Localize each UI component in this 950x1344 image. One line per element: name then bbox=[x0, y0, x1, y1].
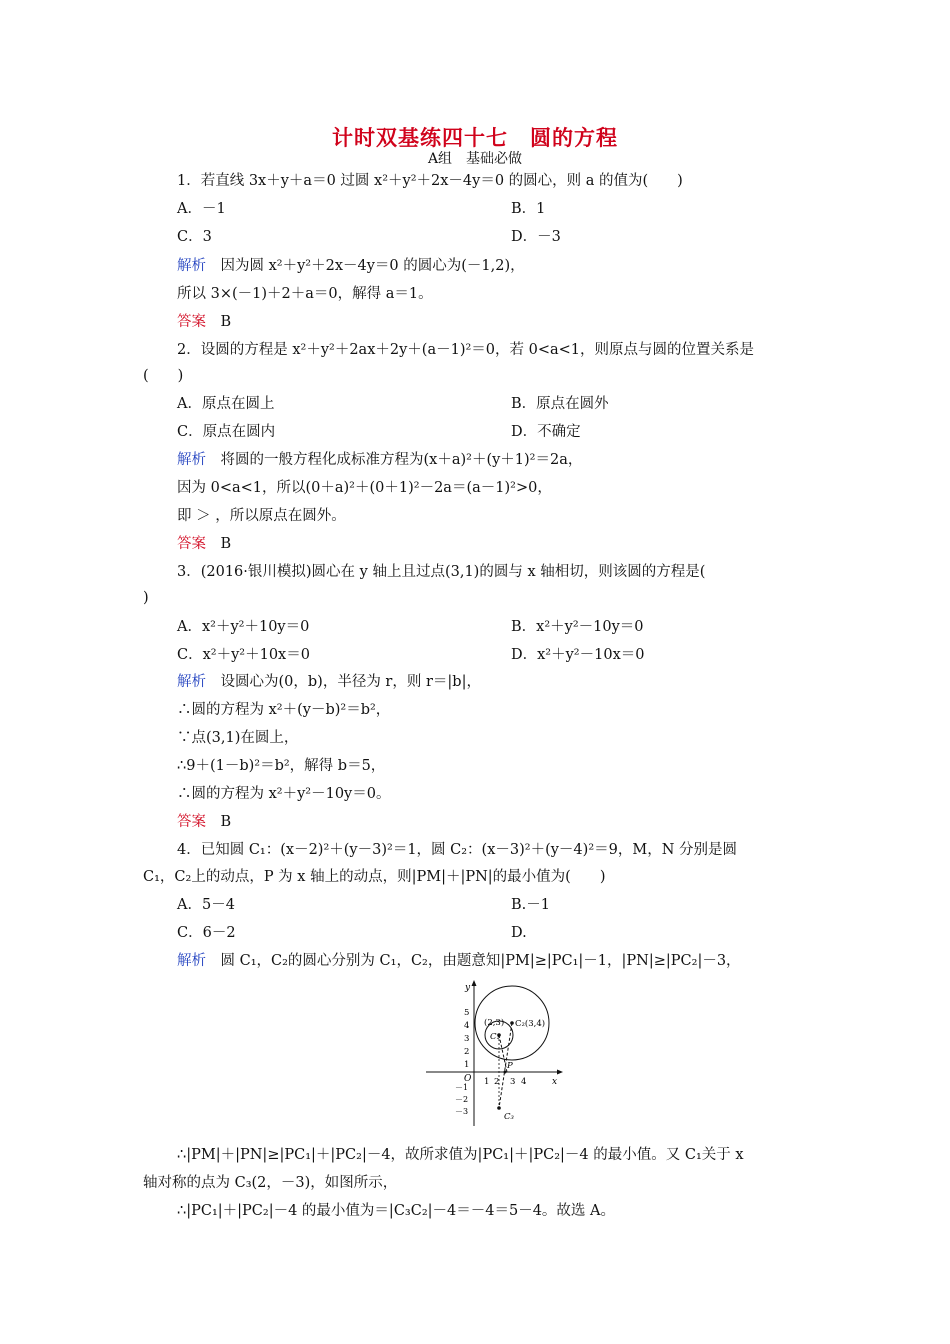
circles-figure bbox=[424, 978, 566, 1128]
c1-coordinate-label: (2,3) bbox=[484, 1018, 505, 1028]
q2-solution-line-1 bbox=[177, 450, 582, 470]
q3-option-c: C．x²＋y²＋10x＝0 bbox=[177, 647, 310, 663]
q2-solution-text: 将圆的一般方程化成标准方程为(x＋a)²＋(y＋1)²＝2a， bbox=[206, 452, 583, 468]
q4-solution-line-3: 轴对称的点为 C₃(2，－3)，如图所示， bbox=[143, 1175, 398, 1191]
q2-solution-line-3: 即 ＞ ，所以原点在圆外。 bbox=[177, 508, 346, 524]
x-axis-arrow bbox=[557, 1070, 563, 1075]
section-subtitle: A组 基础必做 bbox=[427, 151, 523, 167]
y-axis-arrow bbox=[472, 980, 477, 986]
page-title: 计时双基练四十七 圆的方程 bbox=[332, 125, 618, 150]
q1-option-a: A．－1 bbox=[177, 201, 226, 217]
q3-solution-line-4: ∴9＋(1－b)²＝b²，解得 b＝5， bbox=[177, 758, 386, 774]
q4-option-d: D. bbox=[511, 925, 527, 941]
q3-solution-line-1 bbox=[177, 672, 481, 692]
y-axis-label: y bbox=[465, 983, 471, 993]
q1-solution-line-1 bbox=[177, 256, 525, 276]
y-tick-neg-1: －1 bbox=[455, 1083, 469, 1092]
q4-option-c: C．6－2 bbox=[177, 925, 236, 941]
q1-option-b: B．1 bbox=[511, 201, 546, 217]
q4-stem-line-2: C₁，C₂上的动点，P 为 x 轴上的动点，则|PM|＋|PN|的最小值为( ) bbox=[143, 869, 606, 885]
q3-option-d: D．x²＋y²－10x＝0 bbox=[511, 647, 645, 663]
y-tick-3: 3 bbox=[464, 1034, 470, 1044]
x-tick-2: 2 bbox=[494, 1077, 500, 1087]
q2-answer-value: B bbox=[206, 536, 232, 552]
q3-answer bbox=[177, 812, 231, 832]
q3-option-b: B．x²＋y²－10y＝0 bbox=[511, 619, 644, 635]
q1-solution-text: 因为圆 x²＋y²＋2x－4y＝0 的圆心为(－1,2)， bbox=[206, 258, 525, 274]
point-c2 bbox=[510, 1021, 514, 1025]
y-tick-5: 5 bbox=[464, 1008, 470, 1018]
q2-stem-line-1: 2．设圆的方程是 x²＋y²＋2ax＋2y＋(a－1)²＝0，若 0<a<1，则原点与圆的位置关系是 bbox=[177, 342, 755, 358]
y-tick-1: 1 bbox=[464, 1060, 470, 1070]
q3-stem-line-2: ) bbox=[143, 590, 149, 606]
q3-solution-label: 解析 bbox=[177, 674, 206, 690]
q4-solution-line-2: ∴|PM|＋|PN|≥|PC₁|＋|PC₂|－4，故所求值为|PC₁|＋|PC₂|－4 的最小值。又 C₁关于 x bbox=[177, 1147, 744, 1163]
q1-answer bbox=[177, 312, 231, 332]
y-tick-neg-2: －2 bbox=[455, 1095, 469, 1104]
c3-label: C₃ bbox=[504, 1112, 514, 1122]
q2-option-b: B．原点在圆外 bbox=[511, 396, 609, 412]
q1-answer-value: B bbox=[206, 314, 232, 330]
p-label: P bbox=[507, 1061, 513, 1071]
q2-stem-line-2: ( ) bbox=[143, 368, 184, 384]
y-tick-4: 4 bbox=[464, 1021, 470, 1031]
q2-option-c: C．原点在圆内 bbox=[177, 424, 276, 440]
q4-solution-text: 圆 C₁，C₂的圆心分别为 C₁，C₂，由题意知|PM|≥|PC₁|－1，|PN|≥|PC₂|－3， bbox=[206, 953, 741, 969]
point-c3 bbox=[497, 1106, 501, 1110]
x-tick-4: 4 bbox=[521, 1077, 527, 1087]
c1-name-label: C₁ bbox=[490, 1032, 500, 1042]
q2-option-a: A．原点在圆上 bbox=[177, 396, 275, 412]
q1-option-d: D．－3 bbox=[511, 229, 561, 245]
q1-option-c: C．3 bbox=[177, 229, 212, 245]
q3-solution-line-3: ∵点(3,1)在圆上， bbox=[177, 730, 299, 746]
q2-option-d: D．不确定 bbox=[511, 424, 581, 440]
q3-solution-line-2: ∴圆的方程为 x²＋(y－b)²＝b²， bbox=[177, 702, 391, 718]
q1-answer-label: 答案 bbox=[177, 314, 206, 330]
q3-answer-label: 答案 bbox=[177, 814, 206, 830]
q2-solution-label: 解析 bbox=[177, 452, 206, 468]
line-c1-p bbox=[499, 1035, 507, 1072]
q4-stem-line-1: 4．已知圆 C₁：(x－2)²＋(y－3)²＝1，圆 C₂：(x－3)²＋(y－4)²＝9，M，N 分别是圆 bbox=[177, 842, 737, 858]
q2-solution-line-2: 因为 0<a<1，所以(0＋a)²＋(0＋1)²－2a＝(a－1)²>0， bbox=[177, 480, 552, 496]
q4-option-b: B.－1 bbox=[511, 897, 550, 913]
q3-stem-line-1: 3．(2016·银川模拟)圆心在 y 轴上且过点(3,1)的圆与 x 轴相切，则该圆的方程是( bbox=[177, 564, 706, 580]
x-tick-3: 3 bbox=[510, 1077, 516, 1087]
q1-solution-line-2: 所以 3×(－1)＋2＋a＝0，解得 a＝1。 bbox=[177, 286, 433, 302]
x-axis-label: x bbox=[552, 1077, 558, 1087]
q4-solution-line-4: ∴|PC₁|＋|PC₂|－4 的最小值为＝|C₃C₂|－4＝－4＝5－4。故选 A。 bbox=[177, 1203, 615, 1219]
q2-answer bbox=[177, 534, 231, 554]
q4-solution-line-1 bbox=[177, 951, 741, 971]
q3-option-a: A．x²＋y²＋10y＝0 bbox=[177, 619, 310, 635]
origin-label: O bbox=[464, 1074, 472, 1084]
q1-stem: 1．若直线 3x＋y＋a＝0 过圆 x²＋y²＋2x－4y＝0 的圆心，则 a 的值为( ) bbox=[177, 173, 683, 189]
q1-solution-label: 解析 bbox=[177, 258, 206, 274]
y-tick-neg-3: －3 bbox=[455, 1107, 469, 1116]
y-tick-2: 2 bbox=[464, 1047, 470, 1057]
x-tick-1: 1 bbox=[484, 1077, 490, 1087]
q3-solution-text: 设圆心为(0，b)，半径为 r，则 r＝|b|， bbox=[206, 674, 481, 690]
q4-solution-label: 解析 bbox=[177, 953, 206, 969]
q2-answer-label: 答案 bbox=[177, 536, 206, 552]
q4-option-a: A．5－4 bbox=[177, 897, 235, 913]
q3-answer-value: B bbox=[206, 814, 232, 830]
q3-solution-line-5: ∴圆的方程为 x²＋y²－10y＝0。 bbox=[177, 786, 391, 802]
c2-label: C₂(3,4) bbox=[515, 1019, 546, 1029]
